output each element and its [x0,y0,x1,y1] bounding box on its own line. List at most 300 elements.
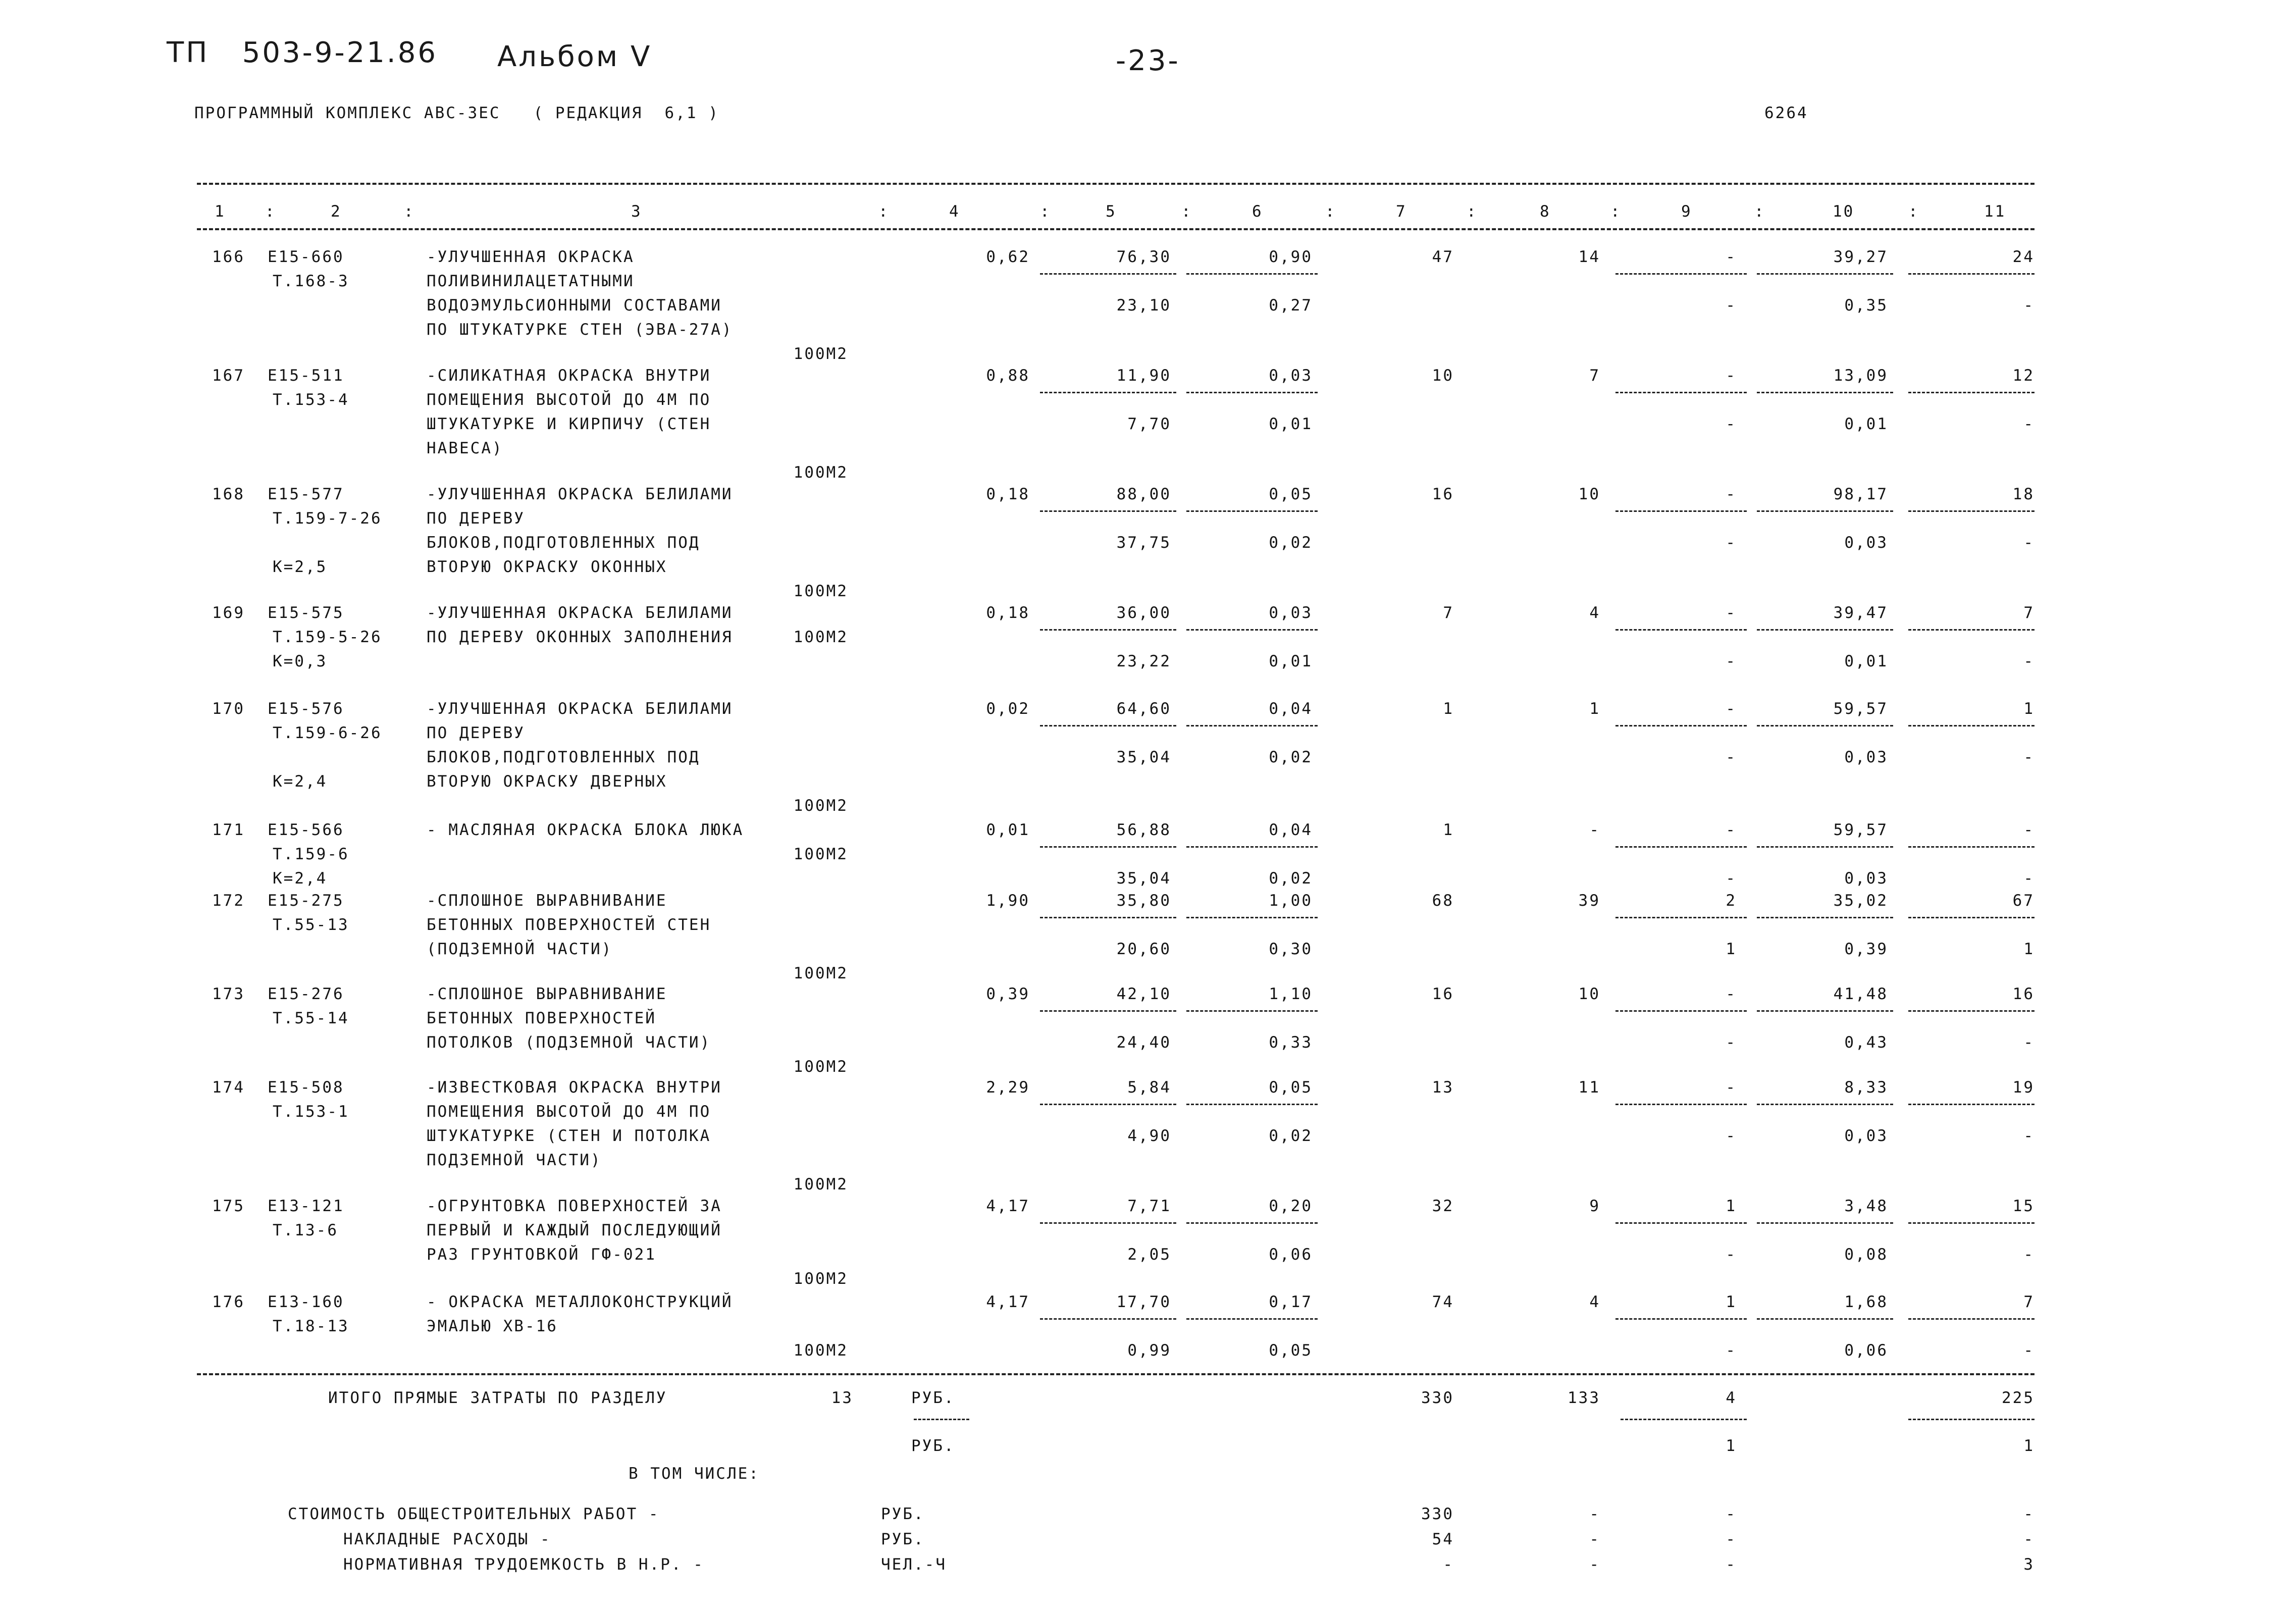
unit-cost: 7,71 [1127,1197,1171,1215]
cell-rule [1757,510,1893,512]
work-description: ШТУКАТУРКЕ (СТЕН И ПОТОЛКА [427,1127,711,1145]
total-cost: 1 [1443,700,1454,718]
quantity: 0,62 [986,248,1030,266]
norm-table-ref: Т.153-1 [273,1103,349,1121]
including-line-col9: - [1726,1555,1737,1574]
total-cost: 47 [1432,248,1454,266]
cell-rule [1908,1010,2034,1012]
cell-rule [1615,1010,1747,1012]
unit-cost-machines-wages: 0,01 [1269,652,1313,670]
cell-rule [1040,846,1176,848]
quantity: 4,17 [986,1293,1030,1311]
work-description: (ПОДЗЕМНОЙ ЧАСТИ) [427,940,613,958]
labor-total: 16 [2012,985,2034,1003]
cell-rule [1186,1318,1318,1320]
norm-code: Е13-121 [268,1197,344,1215]
labor-per-unit: 98,17 [1833,485,1888,503]
cell-rule [1040,1222,1176,1224]
labor-per-unit: 39,27 [1833,248,1888,266]
labor-per-unit-mech: 0,43 [1844,1033,1888,1052]
labor-per-unit: 8,33 [1844,1078,1888,1097]
column-number: 3 [631,202,642,221]
total-wages: 10 [1578,485,1600,503]
cell-rule [1615,1104,1747,1105]
work-description: -СИЛИКАТНАЯ ОКРАСКА ВНУТРИ [427,367,711,385]
cell-rule [1040,273,1176,275]
row-number: 172 [212,892,245,910]
labor-per-unit-mech: 0,35 [1844,296,1888,315]
including-line-col7: 330 [1421,1505,1454,1523]
cell-rule [1757,725,1893,726]
labor-per-unit-mech: 0,03 [1844,534,1888,552]
column-number: 4 [949,202,960,221]
norm-table-ref: Т.159-7-26 [273,509,382,528]
cell-rule [1615,510,1747,512]
cell-rule [1186,1222,1318,1224]
total-wages: 4 [1589,1293,1600,1311]
labor-total: 15 [2012,1197,2034,1215]
unit-cost-machines-wages: 0,33 [1269,1033,1313,1052]
labor-per-unit-mech: 0,39 [1844,940,1888,958]
cell-rule [1615,1222,1747,1224]
including-line-col8: - [1589,1555,1600,1574]
total-cost: 1 [1443,821,1454,839]
unit-cost-machines-wages: 0,02 [1269,748,1313,766]
unit-of-measure: 100М2 [793,1270,848,1288]
unit-cost-machines-wages: 0,06 [1269,1245,1313,1264]
cell-rule [1908,392,2034,393]
quantity: 0,02 [986,700,1030,718]
norm-code: Е15-511 [268,367,344,385]
total-machines: - [1726,700,1737,718]
cell-rule [1908,846,2034,848]
unit-cost-machines: 0,05 [1269,1078,1313,1097]
work-description: ПОДЗЕМНОЙ ЧАСТИ) [427,1151,602,1169]
row-number: 166 [212,248,245,266]
labor-per-unit: 39,47 [1833,604,1888,622]
unit-cost-machines: 0,05 [1269,485,1313,503]
labor-total-mech: - [2023,296,2034,315]
document-code: 6264 [1764,104,1808,122]
unit-cost-machines-wages: 0,02 [1269,869,1313,888]
including-line-col8: - [1589,1505,1600,1523]
column-number: 5 [1106,202,1117,221]
program-title: ПРОГРАММНЫЙ КОМПЛЕКС АВС-3ЕС ( РЕДАКЦИЯ 6,1 ) [194,104,719,122]
labor-total-mech: - [2023,415,2034,433]
work-description: -УЛУЧШЕННАЯ ОКРАСКА БЕЛИЛАМИ [427,700,733,718]
row-number: 171 [212,821,245,839]
including-line-label: НОРМАТИВНАЯ ТРУДОЕМКОСТЬ В Н.Р. - [343,1555,704,1574]
unit-cost-wages: 7,70 [1127,415,1171,433]
work-description: ПОТОЛКОВ (ПОДЗЕМНОЙ ЧАСТИ) [427,1033,711,1052]
work-description: ПОМЕЩЕНИЯ ВЫСОТОЙ ДО 4М ПО [427,1103,711,1121]
total-machines-wages: - [1726,415,1737,433]
document-reference: ТП 503-9-21.86 [167,36,438,69]
cell-rule [1908,510,2034,512]
cell-rule [1615,629,1747,631]
quantity: 0,18 [986,485,1030,503]
total-machines: - [1726,985,1737,1003]
norm-table-ref: Т.13-6 [273,1221,338,1239]
labor-total: 24 [2012,248,2034,266]
column-separator: : [1908,202,1919,221]
cell-rule [1040,725,1176,726]
quantity: 2,29 [986,1078,1030,1097]
unit-cost: 64,60 [1116,700,1171,718]
cell-rule [1040,510,1176,512]
total-machines: 1 [1726,1197,1737,1215]
quantity: 0,39 [986,985,1030,1003]
norm-code: Е15-276 [268,985,344,1003]
cell-rule [1908,725,2034,726]
unit-cost-machines: 0,04 [1269,700,1313,718]
labor-per-unit-mech: 0,01 [1844,652,1888,670]
total-col11: 225 [2002,1389,2034,1407]
unit-of-measure: 100М2 [793,964,848,982]
unit-cost-machines-wages: 0,02 [1269,534,1313,552]
column-number: 8 [1540,202,1551,221]
cell-rule [1615,917,1747,918]
unit-cost: 88,00 [1116,485,1171,503]
column-number: 11 [1984,202,2006,221]
quantity: 0,88 [986,367,1030,385]
cell-rule [1186,392,1318,393]
labor-per-unit: 13,09 [1833,367,1888,385]
cell-rule [1908,273,2034,275]
total-machines-wages: - [1726,1033,1737,1052]
column-number: 2 [331,202,342,221]
work-description: -СПЛОШНОЕ ВЫРАВНИВАНИЕ [427,892,667,910]
norm-code: Е15-575 [268,604,344,622]
total-cost: 74 [1432,1293,1454,1311]
labor-total: 67 [2012,892,2034,910]
work-description: ВТОРУЮ ОКРАСКУ ОКОННЫХ [427,558,667,576]
total-cost: 16 [1432,485,1454,503]
unit-cost-wages: 35,04 [1116,869,1171,888]
work-description: ПО ДЕРЕВУ [427,509,525,528]
total-machines: - [1726,367,1737,385]
column-separator: : [878,202,890,221]
unit-cost-machines: 0,03 [1269,604,1313,622]
total-machines: - [1726,485,1737,503]
unit-of-measure: 100М2 [793,628,848,646]
cell-rule [1040,1104,1176,1105]
cell-rule [1040,917,1176,918]
norm-code: Е13-160 [268,1293,344,1311]
unit-cost-wages: 24,40 [1116,1033,1171,1052]
cell-rule [1615,392,1747,393]
column-separator: : [1325,202,1336,221]
including-line-col11: - [2023,1505,2034,1523]
total-unit-1: РУБ. [911,1389,955,1407]
total-cost: 32 [1432,1197,1454,1215]
total-machines: - [1726,821,1737,839]
column-separator: : [1610,202,1622,221]
cell-rule [1186,725,1318,726]
norm-code: Е15-577 [268,485,344,503]
labor-total-mech: - [2023,748,2034,766]
total-wages: 1 [1589,700,1600,718]
work-description: -ИЗВЕСТКОВАЯ ОКРАСКА ВНУТРИ [427,1078,722,1097]
work-description: ВОДОЭМУЛЬСИОННЫМИ СОСТАВАМИ [427,296,722,315]
total-col8: 133 [1568,1389,1600,1407]
coefficient: К=2,4 [273,869,328,888]
including-line-label: СТОИМОСТЬ ОБЩЕСТРОИТЕЛЬНЫХ РАБОТ - [288,1505,660,1523]
column-number: 7 [1396,202,1407,221]
cell-rule [1908,917,2034,918]
unit-cost-wages: 35,04 [1116,748,1171,766]
total-cost: 13 [1432,1078,1454,1097]
column-number: 1 [215,202,226,221]
norm-table-ref: Т.159-6 [273,845,349,863]
unit-cost: 42,10 [1116,985,1171,1003]
work-description: ЭМАЛЬЮ ХВ-16 [427,1317,558,1335]
cell-rule [1757,273,1893,275]
cell-rule [1615,273,1747,275]
norm-code: Е15-508 [268,1078,344,1097]
norm-table-ref: Т.168-3 [273,272,349,290]
work-description: -УЛУЧШЕННАЯ ОКРАСКА [427,248,635,266]
unit-cost-machines-wages: 0,30 [1269,940,1313,958]
coefficient: К=0,3 [273,652,328,670]
unit-of-measure: 100М2 [793,582,848,600]
unit-cost-wages: 23,10 [1116,296,1171,315]
labor-total-mech: - [2023,1341,2034,1360]
including-line-unit: РУБ. [881,1530,925,1548]
page-number: -23- [1116,44,1180,77]
album-label: Альбом V [497,40,652,73]
unit-cost-machines: 0,03 [1269,367,1313,385]
unit-cost-machines-wages: 0,27 [1269,296,1313,315]
row-number: 173 [212,985,245,1003]
including-line-col8: - [1589,1530,1600,1548]
unit-of-measure: 100М2 [793,463,848,482]
row-number: 176 [212,1293,245,1311]
total-machines: - [1726,1078,1737,1097]
unit-cost-wages: 37,75 [1116,534,1171,552]
total-machines-wages: - [1726,296,1737,315]
total-machines: - [1726,248,1737,266]
coefficient: К=2,5 [273,558,328,576]
work-description: -УЛУЧШЕННАЯ ОКРАСКА БЕЛИЛАМИ [427,604,733,622]
total-col9: 4 [1726,1389,1737,1407]
labor-per-unit-mech: 0,03 [1844,1127,1888,1145]
unit-cost-wages: 23,22 [1116,652,1171,670]
cell-rule [1186,273,1318,275]
unit-cost-machines: 1,10 [1269,985,1313,1003]
cell-rule [1757,392,1893,393]
unit-of-measure: 100М2 [793,1058,848,1076]
column-number: 10 [1833,202,1855,221]
total-cost: 68 [1432,892,1454,910]
unit-of-measure: 100М2 [793,1341,848,1360]
row-number: 169 [212,604,245,622]
total-machines: 1 [1726,1293,1737,1311]
total-col7: 330 [1421,1389,1454,1407]
labor-total-mech: - [2023,1245,2034,1264]
including-line-col7: 54 [1432,1530,1454,1548]
cell-rule [1186,510,1318,512]
unit-cost: 11,90 [1116,367,1171,385]
cell-rule [1186,1104,1318,1105]
labor-total: 12 [2012,367,2034,385]
total-wages: 11 [1578,1078,1600,1097]
labor-per-unit-mech: 0,06 [1844,1341,1888,1360]
norm-code: Е15-660 [268,248,344,266]
work-description: ПО ДЕРЕВУ ОКОННЫХ ЗАПОЛНЕНИЯ [427,628,733,646]
work-description: РАЗ ГРУНТОВКОЙ ГФ-021 [427,1245,656,1264]
column-separator: : [1754,202,1765,221]
total-machines: 2 [1726,892,1737,910]
work-description: - ОКРАСКА МЕТАЛЛОКОНСТРУКЦИЙ [427,1293,733,1311]
total-cost: 10 [1432,367,1454,385]
norm-code: Е15-566 [268,821,344,839]
including-line-col11: - [2023,1530,2034,1548]
cell-rule [1757,1222,1893,1224]
unit-cost-machines-wages: 0,02 [1269,1127,1313,1145]
column-number: 9 [1681,202,1692,221]
cell-rule [1040,1318,1176,1320]
work-description: ВТОРУЮ ОКРАСКУ ДВЕРНЫХ [427,772,667,791]
unit-of-measure: 100М2 [793,797,848,815]
labor-total-mech: - [2023,1033,2034,1052]
work-description: ШТУКАТУРКЕ И КИРПИЧУ (СТЕН [427,415,711,433]
column-separator: : [1467,202,1478,221]
row-number: 167 [212,367,245,385]
total-machines-wages: - [1726,534,1737,552]
total-label: ИТОГО ПРЯМЫЕ ЗАТРАТЫ ПО РАЗДЕЛУ [328,1389,667,1407]
norm-table-ref: Т.159-5-26 [273,628,382,646]
labor-total: - [2023,821,2034,839]
labor-per-unit-mech: 0,03 [1844,869,1888,888]
work-description: ПЕРВЫЙ И КАЖДЫЙ ПОСЛЕДУЮЩИЙ [427,1221,722,1239]
total-cost: 16 [1432,985,1454,1003]
total-wages: 39 [1578,892,1600,910]
cell-rule [1908,629,2034,631]
quantity: 0,18 [986,604,1030,622]
norm-table-ref: Т.153-4 [273,391,349,409]
unit-cost: 36,00 [1116,604,1171,622]
unit-cost-wages: 4,90 [1127,1127,1171,1145]
unit-cost: 17,70 [1116,1293,1171,1311]
labor-per-unit: 59,57 [1833,700,1888,718]
labor-per-unit-mech: 0,03 [1844,748,1888,766]
labor-total-mech: 1 [2023,940,2034,958]
norm-table-ref: Т.159-6-26 [273,724,382,742]
unit-cost: 35,80 [1116,892,1171,910]
work-description: БЕТОННЫХ ПОВЕРХНОСТЕЙ [427,1009,656,1027]
quantity: 4,17 [986,1197,1030,1215]
total-machines-wages: - [1726,1127,1737,1145]
cell-rule [1186,846,1318,848]
total-machines-wages: - [1726,1341,1737,1360]
work-description: БЛОКОВ,ПОДГОТОВЛЕННЫХ ПОД [427,534,700,552]
unit-cost: 76,30 [1116,248,1171,266]
work-description: БЕТОННЫХ ПОВЕРХНОСТЕЙ СТЕН [427,916,711,934]
labor-per-unit-mech: 0,08 [1844,1245,1888,1264]
norm-table-ref: Т.55-13 [273,916,349,934]
quantity: 0,01 [986,821,1030,839]
labor-per-unit: 1,68 [1844,1293,1888,1311]
unit-cost-machines: 0,20 [1269,1197,1313,1215]
cell-rule [1757,629,1893,631]
work-description: ПО ШТУКАТУРКЕ СТЕН (ЭВА-27А) [427,321,733,339]
column-separator: : [404,202,415,221]
total-section: 13 [831,1389,853,1407]
total-machines-wages: - [1726,1245,1737,1264]
total-machines-wages: - [1726,652,1737,670]
labor-total: 18 [2012,485,2034,503]
labor-total-mech: - [2023,652,2034,670]
labor-total: 7 [2023,1293,2034,1311]
table-bottom-rule [197,1373,2034,1375]
norm-table-ref: Т.55-14 [273,1009,349,1027]
cell-rule [1908,1318,2034,1320]
total-wages: - [1589,821,1600,839]
labor-per-unit: 41,48 [1833,985,1888,1003]
cell-rule [1757,1318,1893,1320]
row-number: 174 [212,1078,245,1097]
cell-rule [1186,917,1318,918]
cell-rule [1908,1104,2034,1105]
including-line-unit: РУБ. [881,1505,925,1523]
total-col9-rule [1621,1419,1747,1420]
unit-cost-wages: 0,99 [1127,1341,1171,1360]
unit-cost: 56,88 [1116,821,1171,839]
total-wages: 9 [1589,1197,1600,1215]
labor-total: 19 [2012,1078,2034,1097]
including-line-col9: - [1726,1505,1737,1523]
cell-rule [1757,917,1893,918]
cell-rule [1040,1010,1176,1012]
cell-rule [1040,392,1176,393]
unit-of-measure: 100М2 [793,345,848,363]
table-header-rule [197,228,2034,230]
unit-cost: 5,84 [1127,1078,1171,1097]
total-unit-2: РУБ. [911,1437,955,1455]
total-wages: 10 [1578,985,1600,1003]
labor-total-mech: - [2023,1127,2034,1145]
column-separator: : [1181,202,1192,221]
table-top-rule [197,183,2034,185]
total-cost: 7 [1443,604,1454,622]
row-number: 168 [212,485,245,503]
labor-total: 1 [2023,700,2034,718]
unit-of-measure: 100М2 [793,1175,848,1193]
total-wages: 4 [1589,604,1600,622]
cell-rule [1615,725,1747,726]
unit-cost-machines: 0,90 [1269,248,1313,266]
norm-code: Е15-275 [268,892,344,910]
work-description: -СПЛОШНОЕ ВЫРАВНИВАНИЕ [427,985,667,1003]
labor-per-unit: 59,57 [1833,821,1888,839]
unit-cost-machines-wages: 0,05 [1269,1341,1313,1360]
norm-table-ref: Т.18-13 [273,1317,349,1335]
total-machines: - [1726,604,1737,622]
total-machines-wages: - [1726,748,1737,766]
total-col11-rule [1908,1419,2034,1420]
unit-cost-machines: 1,00 [1269,892,1313,910]
cell-rule [1615,846,1747,848]
work-description: НАВЕСА) [427,439,503,457]
cell-rule [1186,629,1318,631]
total-machines-wages: - [1726,869,1737,888]
total-wages: 7 [1589,367,1600,385]
work-description: -ОГРУНТОВКА ПОВЕРХНОСТЕЙ ЗА [427,1197,722,1215]
work-description: БЛОКОВ,ПОДГОТОВЛЕННЫХ ПОД [427,748,700,766]
total-machines-wages: 1 [1726,940,1737,958]
cell-rule [1040,629,1176,631]
